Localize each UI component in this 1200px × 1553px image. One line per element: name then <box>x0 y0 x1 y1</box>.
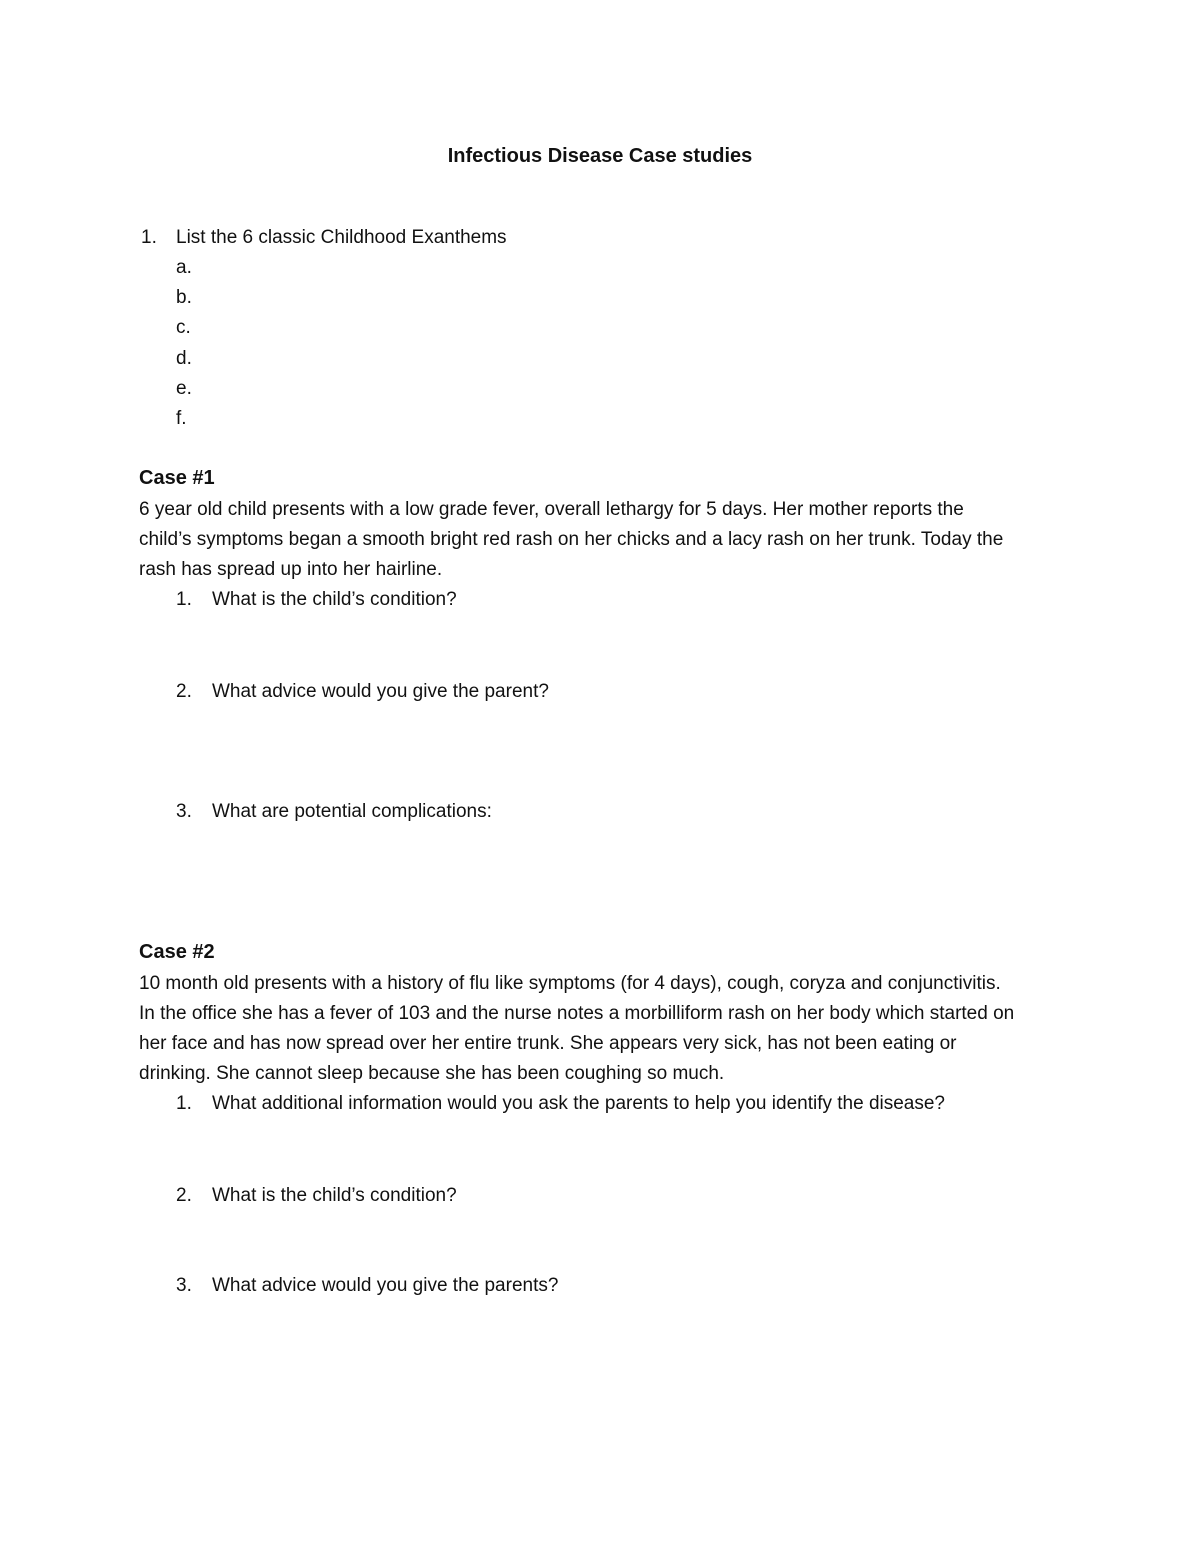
case2-heading: Case #2 <box>139 941 215 963</box>
case1-question-number: 3. <box>176 801 192 822</box>
case2-paragraph-line: In the office she has a fever of 103 and the nurse notes a morbilliform rash on her body which started on <box>139 1003 1015 1024</box>
intro-question-text: List the 6 classic Childhood Exanthems <box>176 227 507 248</box>
list-item-letter: f. <box>176 408 187 429</box>
case2-paragraph-line: her face and has now spread over her entire trunk. She appears very sick, has not been eating or <box>139 1033 957 1054</box>
list-item-letter: b. <box>176 287 192 308</box>
case1-paragraph-line: child’s symptoms began a smooth bright red rash on her chicks and a lacy rash on her trunk. Today the <box>139 529 1004 550</box>
case1-paragraph-line: rash has spread up into her hairline. <box>139 559 443 580</box>
case2-paragraph-line: drinking. She cannot sleep because she has been coughing so much. <box>139 1063 725 1084</box>
case1-paragraph-line: 6 year old child presents with a low grade fever, overall lethargy for 5 days. Her mother reports the <box>139 499 964 520</box>
case2-paragraph-line: 10 month old presents with a history of flu like symptoms (for 4 days), cough, coryza and conjunctivitis. <box>139 973 1001 994</box>
case1-question-text: What advice would you give the parent? <box>212 681 549 702</box>
case2-question-number: 3. <box>176 1275 192 1296</box>
list-item-letter: d. <box>176 348 192 369</box>
case2-question-number: 1. <box>176 1093 192 1114</box>
list-item-letter: a. <box>176 257 192 278</box>
list-item-letter: c. <box>176 317 191 338</box>
case1-question-text: What are potential complications: <box>212 801 492 822</box>
case1-question-number: 1. <box>176 589 192 610</box>
case1-question-text: What is the child’s condition? <box>212 589 457 610</box>
case2-question-text: What advice would you give the parents? <box>212 1275 559 1296</box>
list-item-letter: e. <box>176 378 192 399</box>
case1-question-number: 2. <box>176 681 192 702</box>
case2-question-number: 2. <box>176 1185 192 1206</box>
intro-question-number: 1. <box>141 227 157 248</box>
case1-heading: Case #1 <box>139 467 215 489</box>
case2-question-text: What is the child’s condition? <box>212 1185 457 1206</box>
case2-question-text: What additional information would you ask the parents to help you identify the disease? <box>212 1093 946 1114</box>
page-title: Infectious Disease Case studies <box>447 145 753 167</box>
